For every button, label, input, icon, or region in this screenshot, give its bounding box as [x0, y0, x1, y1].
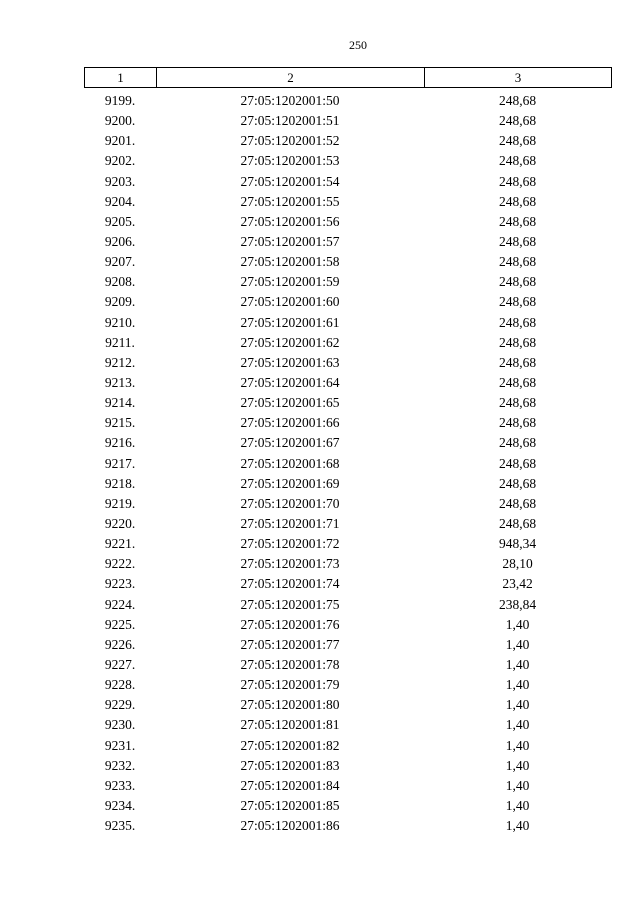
header-col-1: 1 [85, 68, 157, 88]
row-number: 9208. [104, 274, 136, 290]
area-value: 1,40 [505, 757, 530, 773]
table-row [84, 131, 611, 151]
row-number: 9221. [104, 536, 136, 552]
area-value: 248,68 [498, 314, 537, 330]
area-value: 248,68 [498, 354, 537, 370]
cadastral-number: 27:05:1202001:69 [240, 475, 340, 491]
row-number: 9205. [104, 213, 136, 229]
table-row [84, 333, 611, 353]
row-number: 9222. [104, 556, 136, 572]
area-value: 1,40 [505, 677, 530, 693]
cadastral-number: 27:05:1202001:54 [240, 173, 340, 189]
row-number: 9199. [104, 93, 136, 108]
cadastral-number: 27:05:1202001:59 [240, 274, 340, 290]
table-row [84, 272, 611, 292]
row-number: 9219. [104, 495, 136, 511]
row-number: 9225. [104, 616, 136, 632]
area-value: 1,40 [505, 697, 530, 713]
row-number: 9218. [104, 475, 136, 491]
row-number: 9229. [104, 697, 136, 713]
table-row [84, 715, 611, 735]
area-value: 248,68 [498, 455, 537, 471]
row-number: 9233. [104, 777, 136, 793]
area-value: 248,68 [498, 435, 537, 451]
table-row [84, 695, 611, 715]
row-number: 9224. [104, 596, 136, 612]
cadastral-number: 27:05:1202001:53 [240, 153, 340, 169]
cadastral-number: 27:05:1202001:82 [240, 737, 340, 753]
area-value: 28,10 [502, 556, 533, 572]
cadastral-number: 27:05:1202001:80 [240, 697, 340, 713]
area-value: 248,68 [498, 133, 537, 149]
cadastral-number: 27:05:1202001:58 [240, 254, 340, 270]
row-number: 9217. [104, 455, 136, 471]
cadastral-number: 27:05:1202001:60 [240, 294, 340, 310]
area-value: 248,68 [498, 274, 537, 290]
row-number: 9226. [104, 636, 136, 652]
cadastral-number: 27:05:1202001:76 [240, 616, 340, 632]
table-row [84, 111, 611, 131]
area-value: 1,40 [505, 616, 530, 632]
table-row [84, 353, 611, 373]
area-value: 248,68 [498, 173, 537, 189]
area-value: 1,40 [505, 797, 530, 813]
cadastral-number: 27:05:1202001:51 [240, 113, 340, 129]
area-value: 248,68 [498, 213, 537, 229]
cadastral-number: 27:05:1202001:81 [240, 717, 340, 733]
area-value: 1,40 [505, 717, 530, 733]
row-number: 9220. [104, 515, 136, 531]
area-value: 1,40 [505, 737, 530, 753]
area-value: 238,84 [498, 596, 537, 612]
table-row [84, 534, 611, 554]
area-value: 248,68 [498, 93, 537, 108]
table-row [84, 574, 611, 594]
row-number: 9210. [104, 314, 136, 330]
table-row [84, 192, 611, 212]
area-value: 248,68 [498, 254, 537, 270]
table-row [84, 675, 611, 695]
cadastral-number: 27:05:1202001:61 [240, 314, 340, 330]
table-row [84, 313, 611, 333]
row-number: 9228. [104, 677, 136, 693]
row-number: 9204. [104, 193, 136, 209]
cadastral-number: 27:05:1202001:70 [240, 495, 340, 511]
cadastral-number: 27:05:1202001:73 [240, 556, 340, 572]
cadastral-number: 27:05:1202001:75 [240, 596, 340, 612]
table-body [84, 91, 611, 836]
row-number: 9214. [104, 395, 136, 411]
table-row [84, 595, 611, 615]
table-row [84, 393, 611, 413]
area-value: 248,68 [498, 495, 537, 511]
table-row [84, 655, 611, 675]
table-row [84, 413, 611, 433]
row-number: 9235. [104, 818, 136, 834]
row-number: 9202. [104, 153, 136, 169]
row-number: 9200. [104, 113, 136, 129]
row-number: 9209. [104, 294, 136, 310]
row-number: 9227. [104, 656, 136, 672]
table-row [84, 635, 611, 655]
table-row [84, 433, 611, 453]
cadastral-number: 27:05:1202001:50 [240, 93, 340, 108]
area-value: 248,68 [498, 113, 537, 129]
cadastral-number: 27:05:1202001:62 [240, 334, 340, 350]
row-number: 9211. [105, 334, 135, 350]
row-number: 9231. [104, 737, 136, 753]
cadastral-number: 27:05:1202001:66 [240, 415, 340, 431]
table-row [84, 474, 611, 494]
area-value: 948,34 [498, 536, 537, 552]
cadastral-number: 27:05:1202001:72 [240, 536, 340, 552]
table-row [84, 816, 611, 836]
area-value: 248,68 [498, 193, 537, 209]
row-number: 9206. [104, 233, 136, 249]
row-number: 9212. [104, 354, 136, 370]
page-number: 250 [349, 38, 367, 52]
area-value: 1,40 [505, 656, 530, 672]
cadastral-number: 27:05:1202001:84 [240, 777, 340, 793]
table-row [84, 554, 611, 574]
table-row [84, 736, 611, 756]
row-number: 9213. [104, 374, 136, 390]
table-row [84, 776, 611, 796]
area-value: 248,68 [498, 395, 537, 411]
table-row [84, 756, 611, 776]
table-row [84, 292, 611, 312]
area-value: 248,68 [498, 233, 537, 249]
area-value: 248,68 [498, 294, 537, 310]
area-value: 248,68 [498, 334, 537, 350]
table-row [84, 252, 611, 272]
area-value: 23,42 [502, 576, 533, 592]
row-number: 9232. [104, 757, 136, 773]
cadastral-number: 27:05:1202001:65 [240, 395, 340, 411]
area-value: 248,68 [498, 153, 537, 169]
area-value: 248,68 [498, 515, 537, 531]
cadastral-number: 27:05:1202001:67 [240, 435, 340, 451]
area-value: 1,40 [505, 636, 530, 652]
table-row [84, 373, 611, 393]
cadastral-number: 27:05:1202001:85 [240, 797, 340, 813]
cadastral-number: 27:05:1202001:78 [240, 656, 340, 672]
cadastral-number: 27:05:1202001:86 [240, 818, 340, 834]
row-number: 9215. [104, 415, 136, 431]
header-col-2: 2 [157, 68, 425, 88]
cadastral-number: 27:05:1202001:71 [240, 515, 340, 531]
table-row [84, 91, 611, 111]
table-row [84, 494, 611, 514]
table-row [84, 232, 611, 252]
row-number: 9203. [104, 173, 136, 189]
area-value: 1,40 [505, 777, 530, 793]
table-row [84, 172, 611, 192]
cadastral-number: 27:05:1202001:77 [240, 636, 340, 652]
cadastral-number: 27:05:1202001:83 [240, 757, 340, 773]
cadastral-number: 27:05:1202001:55 [240, 193, 340, 209]
table-row [84, 151, 611, 171]
row-number: 9234. [104, 797, 136, 813]
table-row [84, 615, 611, 635]
area-value: 248,68 [498, 475, 537, 491]
row-number: 9201. [104, 133, 136, 149]
row-number: 9207. [104, 254, 136, 270]
row-number: 9223. [104, 576, 136, 592]
cadastral-number: 27:05:1202001:52 [240, 133, 340, 149]
table-row [84, 212, 611, 232]
row-number: 9216. [104, 435, 136, 451]
cadastral-number: 27:05:1202001:74 [240, 576, 340, 592]
cadastral-number: 27:05:1202001:63 [240, 354, 340, 370]
cadastral-number: 27:05:1202001:79 [240, 677, 340, 693]
header-col-3: 3 [425, 68, 612, 88]
cadastral-number: 27:05:1202001:68 [240, 455, 340, 471]
cadastral-number: 27:05:1202001:64 [240, 374, 340, 390]
area-value: 248,68 [498, 374, 537, 390]
header-row [85, 68, 612, 88]
table-row [84, 514, 611, 534]
area-value: 248,68 [498, 415, 537, 431]
cadastral-number: 27:05:1202001:57 [240, 233, 340, 249]
table-row [84, 796, 611, 816]
area-value: 1,40 [505, 818, 530, 834]
table-row [84, 454, 611, 474]
table-header [84, 67, 612, 88]
cadastral-number: 27:05:1202001:56 [240, 213, 340, 229]
row-number: 9230. [104, 717, 136, 733]
